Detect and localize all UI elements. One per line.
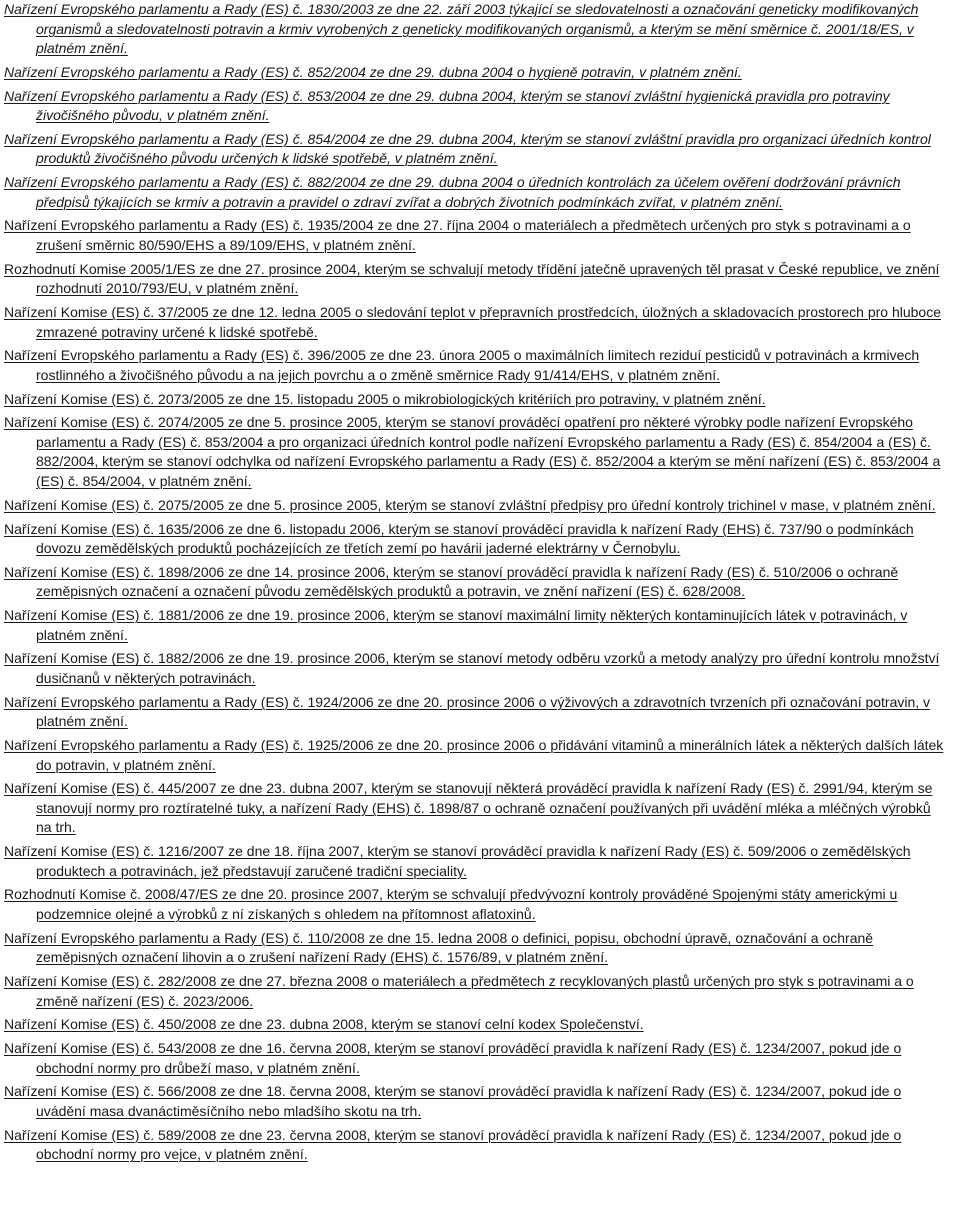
legislation-link[interactable]: Nařízení Komise (ES) č. 2074/2005 ze dne 5. prosince 2005, kterým se stanoví prováděcí opatření pro některé výrobky podle nařízení Evropského parlamentu a Rady (ES) č. 853/2004 a pro organizaci úředních kontrol podle nařízení Evropského parlamentu a Rady (ES) č. 854/2004 a (ES) č. 882/2004, kterým se stanoví odchylka od nařízení Evropského parlamentu a Rady (ES) č. 852/2004 a kterým se mění nařízení (ES) č. 853/2004 a (ES) č. 854/2004, v platném znění. [4, 414, 941, 489]
legislation-link[interactable]: Nařízení Komise (ES) č. 1882/2006 ze dne 19. prosince 2006, kterým se stanoví metody odběru vzorků a metody analýzy pro úřední kontrolu množství dusičnanů v některých potravinách. [4, 650, 940, 686]
legislation-link[interactable]: Nařízení Komise (ES) č. 1216/2007 ze dne 18. října 2007, kterým se stanoví prováděcí pravidla k nařízení Rady (ES) č. 509/2006 o zemědělských produktech a potravinách, jež představují zaručené tradiční speciality. [4, 843, 911, 879]
legislation-link[interactable]: Nařízení Komise (ES) č. 1881/2006 ze dne 19. prosince 2006, kterým se stanoví maximální limity některých kontaminujících látek v potravinách, v platném znění. [4, 607, 908, 643]
legislation-link[interactable]: Nařízení Evropského parlamentu a Rady (ES) č. 882/2004 ze dne 29. dubna 2004 o úředních kontrolách za účelem ověření dodržování právních předpisů týkajících se krmiv a potravin a pravidel o zdraví zvířat a dobrých životních podmínkách zvířat, v platném znění. [4, 174, 901, 210]
legislation-link[interactable]: Nařízení Komise (ES) č. 1898/2006 ze dne 14. prosince 2006, kterým se stanoví prováděcí pravidla k nařízení Rady (ES) č. 510/2006 o ochraně zeměpisných označení a označení původu zemědělských produktů a potravin, ve znění nařízení (ES) č. 628/2008. [4, 563, 899, 600]
legislation-link[interactable]: Nařízení Evropského parlamentu a Rady (ES) č. 1830/2003 ze dne 22. září 2003 týkající se sledovatelnosti a označování geneticky modifikovaných organismů a sledovatelnosti potravin a krmiv vyrobených z geneticky modifikovaných organismů, a kterým se mění směrnice č. 2001/18/ES, v platném znění. [4, 1, 919, 56]
legislation-link[interactable]: Nařízení Komise (ES) č. 1635/2006 ze dne 6. listopadu 2006, kterým se stanoví prováděcí pravidla k nařízení Rady (EHS) č. 737/90 o podmínkách dovozu zemědělských produktů pocházejících ze třetích zemí po havárii jaderné elektrárny v Černobylu. [4, 520, 914, 557]
legislation-link[interactable]: Nařízení Komise (ES) č. 450/2008 ze dne 23. dubna 2008, kterým se stanoví celní kodex Společenství. [4, 1016, 644, 1033]
legislation-link[interactable]: Nařízení Evropského parlamentu a Rady (ES) č. 1925/2006 ze dne 20. prosince 2006 o přidávání vitaminů a minerálních látek a některých dalších látek do potravin, v platném znění. [4, 737, 944, 773]
legislation-link[interactable]: Nařízení Komise (ES) č. 282/2008 ze dne 27. března 2008 o materiálech a předmětech z recyklovaných plastů určených pro styk s potravinami a o změně nařízení (ES) č. 2023/2006. [4, 973, 914, 1009]
legislation-link[interactable]: Rozhodnutí Komise č. 2008/47/ES ze dne 20. prosince 2007, kterým se schvalují předvývozní kontroly prováděné Spojenými státy americkými u podzemnice olejné a výrobků z ní získaných s ohledem na přítomnost aflatoxinů. [4, 886, 898, 922]
legislation-link[interactable]: Nařízení Evropského parlamentu a Rady (ES) č. 110/2008 ze dne 15. ledna 2008 o definici, popisu, obchodní úpravě, označování a ochraně zeměpisných označení lihovin a o zrušení nařízení Rady (EHS) č. 1576/89, v platném znění. [4, 929, 874, 966]
legislation-link[interactable]: Nařízení Komise (ES) č. 445/2007 ze dne 23. dubna 2007, kterým se stanovují některá prováděcí pravidla k nařízení Rady (ES) č. 2991/94, kterým se stanovují normy pro roztíratelné tuky, a nařízení Rady (EHS) č. 1898/87 o ochraně označení používaných při uvádění mléka a mléčných výrobků na trh. [4, 780, 933, 836]
legislation-link[interactable]: Nařízení Komise (ES) č. 2073/2005 ze dne 15. listopadu 2005 o mikrobiologických kritériích pro potraviny, v platném znění. [4, 390, 766, 407]
legislation-link[interactable]: Nařízení Komise (ES) č. 589/2008 ze dne 23. června 2008, kterým se stanoví prováděcí pravidla k nařízení Rady (ES) č. 1234/2007, pokud jde o obchodní normy pro vejce, v platném znění. [4, 1126, 902, 1163]
legislation-link[interactable]: Nařízení Evropského parlamentu a Rady (ES) č. 854/2004 ze dne 29. dubna 2004, kterým se stanoví zvláštní pravidla pro organizaci úředních kontrol produktů živočišného původu určených k lidské spotřebě, v platném znění. [4, 130, 931, 167]
legislation-link[interactable]: Nařízení Komise (ES) č. 37/2005 ze dne 12. ledna 2005 o sledování teplot v přepravních prostředcích, úložných a skladovacích prostorech pro hluboce zmrazené potraviny určené k lidské spotřebě. [4, 304, 941, 340]
legislation-link[interactable]: Nařízení Evropského parlamentu a Rady (ES) č. 396/2005 ze dne 23. února 2005 o maximálních limitech reziduí pesticidů v potravinách a krmivech rostlinného a živočišného původu a na jejich povrchu a o změně směrnice Rady 91/414/EHS, v platném znění. [4, 347, 920, 383]
legislation-link[interactable]: Rozhodnutí Komise 2005/1/ES ze dne 27. prosince 2004, kterým se schvalují metody třídění jatečně upravených těl prasat v České republice, ve znění rozhodnutí 2010/793/EU, v platném znění. [4, 260, 940, 297]
legislation-link[interactable]: Nařízení Evropského parlamentu a Rady (ES) č. 853/2004 ze dne 29. dubna 2004, kterým se stanoví zvláštní hygienická pravidla pro potraviny živočišného původu, v platném znění. [4, 87, 890, 124]
legislation-link[interactable]: Nařízení Evropského parlamentu a Rady (ES) č. 1924/2006 ze dne 20. prosince 2006 o výživových a zdravotních tvrzeních při označování potravin, v platném znění. [4, 693, 931, 730]
legislation-link[interactable]: Nařízení Komise (ES) č. 2075/2005 ze dne 5. prosince 2005, kterým se stanoví zvláštní předpisy pro úřední kontroly trichinel v mase, v platném znění. [4, 496, 936, 513]
legislation-link[interactable]: Nařízení Komise (ES) č. 566/2008 ze dne 18. června 2008, kterým se stanoví prováděcí pravidla k nařízení Rady (ES) č. 1234/2007, pokud jde o uvádění masa dvanáctiměsíčního nebo mladšího skotu na trh. [4, 1083, 902, 1119]
legislation-link[interactable]: Nařízení Evropského parlamentu a Rady (ES) č. 852/2004 ze dne 29. dubna 2004 o hygieně potravin, v platném znění. [4, 63, 742, 80]
legislation-link[interactable]: Nařízení Komise (ES) č. 543/2008 ze dne 16. června 2008, kterým se stanoví prováděcí pravidla k nařízení Rady (ES) č. 1234/2007, pokud jde o obchodní normy pro drůbeží maso, v platném znění. [4, 1040, 902, 1076]
legislation-link[interactable]: Nařízení Evropského parlamentu a Rady (ES) č. 1935/2004 ze dne 27. října 2004 o materiálech a předmětech určených pro styk s potravinami a o zrušení směrnic 80/590/EHS a 89/109/EHS, v platném znění. [4, 217, 911, 253]
